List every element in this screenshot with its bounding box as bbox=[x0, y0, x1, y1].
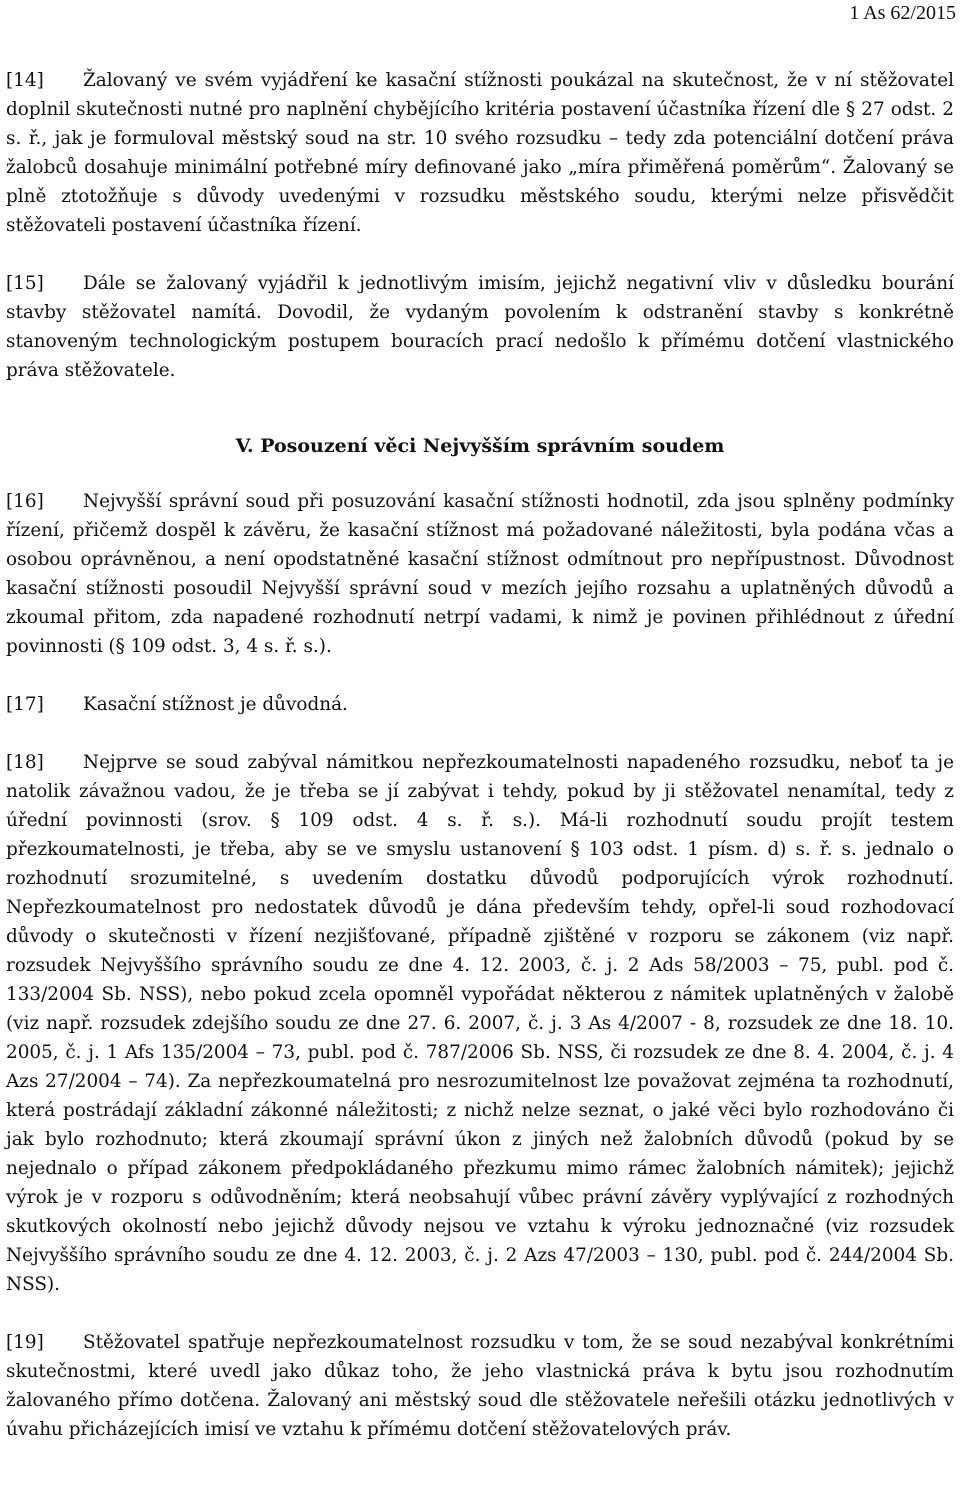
paragraph-number: [19] bbox=[6, 1332, 44, 1353]
paragraph-number: [14] bbox=[6, 70, 44, 91]
case-reference: 1 As 62/2015 bbox=[849, 2, 956, 24]
paragraph-18 bbox=[6, 748, 954, 1299]
paragraph-15 bbox=[6, 269, 954, 385]
paragraph-19 bbox=[6, 1328, 954, 1444]
paragraph-number: [16] bbox=[6, 491, 44, 512]
paragraph-number: [18] bbox=[6, 752, 44, 773]
paragraph-text: Nejvyšší správní soud při posuzování kasační stížnosti hodnotil, zda jsou splněny podmínky řízení, přičemž dospěl k závěru, že kasační stížnost má požadované náležitosti, byla podána včas a osobou oprávněnou, a není opodstatněné kasační stížnost odmítnout pro nepřípustnost. Důvodnost kasační stížnosti posoudil Nejvyšší správní soud v mezích jejího rozsahu a uplatněných důvodů a zkoumal přitom, zda napadené rozhodnutí netrpí vadami, k nimž je povinen přihlédnout z úřední povinnosti (§ 109 odst. 3, 4 s. ř. s.). bbox=[6, 491, 954, 657]
paragraph-17 bbox=[6, 690, 954, 719]
document-body bbox=[6, 66, 954, 1444]
paragraph-text: Kasační stížnost je důvodná. bbox=[83, 694, 348, 715]
paragraph-text: Nejprve se soud zabýval námitkou nepřezkoumatelnosti napadeného rozsudku, neboť ta je natolik závažnou vadou, že je třeba se jí zabývat i tehdy, pokud by ji stěžovatel nenamítal, tedy z úřední povinnosti (srov. § 109 odst. 4 s. ř. s.). Má-li rozhodnutí soudu projít testem přezkoumatelnosti, je třeba, aby se ve smyslu ustanovení § 103 odst. 1 písm. d) s. ř. s. jednalo o rozhodnutí srozumitelné, s uvedením dostatku důvodů podporujících výrok rozhodnutí. Nepřezkoumatelnost pro nedostatek důvodů je dána především tehdy, opřel-li soud rozhodovací důvody o skutečnosti v řízení nezjišťované, případně zjištěné v rozporu se zákonem (viz např. rozsudek Nejvyššího správního soudu ze dne 4. 12. 2003, č. j. 2 Ads 58/2003 – 75, publ. pod č. 133/2004 Sb. NSS), nebo pokud zcela opomněl vypořádat některou z námitek uplatněných v žalobě (viz např. rozsudek zdejšího soudu ze dne 27. 6. 2007, č. j. 3 As 4/2007 - 8, rozsudek ze dne 18. 10. 2005, č. j. 1 Afs 135/2004 – 73, publ. pod č. 787/2006 Sb. NSS, či rozsudek ze dne 8. 4. 2004, č. j. 4 Azs 27/2004 – 74). Za nepřezkoumatelná pro nesrozumitelnost lze považovat zejména ta rozhodnutí, která postrádají základní zákonné náležitosti; z nichž nelze seznat, o jaké věci bylo rozhodováno či jak bylo rozhodnuto; která zkoumají správní úkon z jiných než žalobních důvodů (pokud by se nejednalo o případ zákonem předpokládaného přezkumu mimo rámec žalobních námitek); jejichž výrok je v rozporu s odůvodněním; která neobsahují vůbec právní závěry vyplývající z rozhodných skutkových okolností nebo jejichž důvody nejsou ve vztahu k výroku jednoznačné (viz rozsudek Nejvyššího správního soudu ze dne 4. 12. 2003, č. j. 2 Azs 47/2003 – 130, publ. pod č. 244/2004 Sb. NSS). bbox=[6, 752, 954, 1295]
paragraph-number: [17] bbox=[6, 694, 44, 715]
section-heading: V. Posouzení věci Nejvyšším správním soudem bbox=[235, 435, 725, 457]
paragraph-text: Žalovaný ve svém vyjádření ke kasační stížnosti poukázal na skutečnost, že v ní stěžovatel doplnil skutečnosti nutné pro naplnění chybějícího kritéria postavení účastníka řízení dle § 27 odst. 2 s. ř., jak je formuloval městský soud na str. 10 svého rozsudku – tedy zda potenciální dotčení práva žalobců dosahuje minimální potřebné míry definované jako „míra přiměřená poměrům“. Žalovaný se plně ztotožňuje s důvody uvedenými v rozsudku městského soudu, kterými nelze přisvědčit stěžovateli postavení účastníka řízení. bbox=[6, 70, 954, 236]
paragraph-number: [15] bbox=[6, 273, 44, 294]
paragraph-text: Dále se žalovaný vyjádřil k jednotlivým imisím, jejichž negativní vliv v důsledku bourání stavby stěžovatel namítá. Dovodil, že vydaným povolením k odstranění stavby s konkrétně stanoveným technologickým postupem bouracích prací nedošlo k přímému dotčení vlastnického práva stěžovatele. bbox=[6, 273, 954, 381]
paragraph-text: Stěžovatel spatřuje nepřezkoumatelnost rozsudku v tom, že se soud nezabýval konkrétními skutečnostmi, které uvedl jako důkaz toho, že jeho vlastnická práva k bytu jsou rozhodnutím žalovaného přímo dotčena. Žalovaný ani městský soud dle stěžovatele neřešili otázku jednotlivých v úvahu přicházejících imisí ve vztahu k přímému dotčení stěžovatelových práv. bbox=[6, 1332, 954, 1440]
paragraph-16 bbox=[6, 487, 954, 661]
paragraph-14 bbox=[6, 66, 954, 240]
